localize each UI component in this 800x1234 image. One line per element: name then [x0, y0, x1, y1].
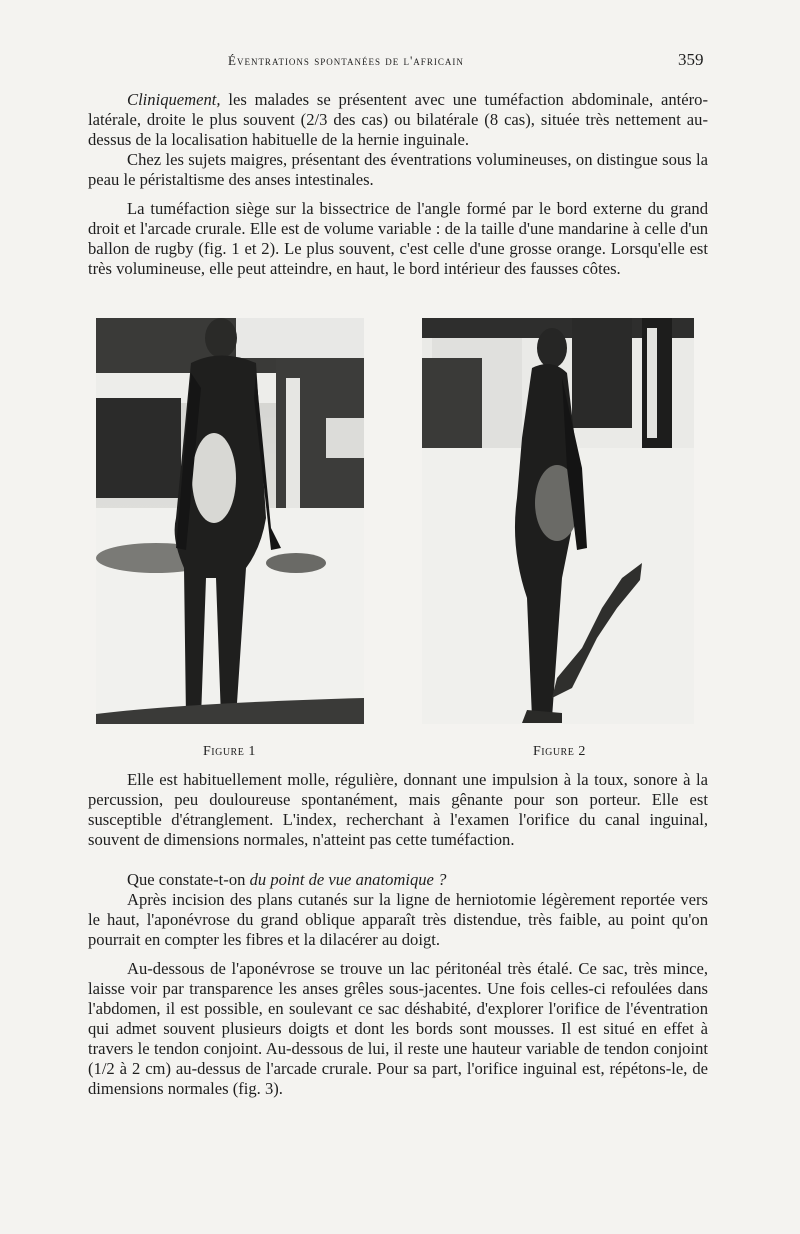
body-text-bottom	[88, 770, 708, 1099]
paragraph: Après incision des plans cutanés sur la ligne de herniotomie légèrement reportée vers le haut, l'aponévrose du grand oblique apparaît très distendue, très faible, au point qu'on pourrait en compter les fibres et la dilacérer au doigt.	[88, 890, 708, 949]
body-text-top	[88, 90, 708, 279]
italic-tail: du point de vue anatomique ?	[249, 870, 447, 889]
paragraph-text: les malades se présentent avec une tuméfaction abdominale, antéro-latérale, droite le plus souvent (2/3 des cas) ou bilatérale (8 cas), située très nettement au-dessus de la localisation habituelle de la hernie inguinale.	[88, 90, 708, 149]
page-header	[0, 52, 800, 72]
figure-1-caption: Figure 1	[203, 744, 256, 759]
figure-1-photo	[96, 318, 364, 724]
paragraph-lead: Que constate-t-on	[127, 870, 250, 889]
paragraph: Au-dessous de l'aponévrose se trouve un lac péritonéal très étalé. Ce sac, très mince, laisse voir par transparence les anses grêles sous-jacentes. Une fois celles-ci refoulées dans l'abdomen, il est possible, en soulevant ce sac déshabité, d'explorer l'orifice de l'éventration qui admet souvent plusieurs doigts et dont les bords sont mousses. Il est situé en effet à travers le tendon conjoint. Au-dessous de lui, il reste une hauteur variable de tendon conjoint (1/2 à 2 cm) au-dessus de l'arcade crurale. Pour sa part, l'orifice inguinal est, répétons-le, de dimensions normales (fig. 3).	[88, 959, 708, 1098]
paragraph: Elle est habituellement molle, régulière, donnant une impulsion à la toux, sonore à la percussion, peu douloureuse spontanément, mais gênante pour son porteur. Elle est susceptible d'étranglement. L'index, recherchant à l'examen l'orifice du canal inguinal, souvent de dimensions normales, n'atteint pas cette tuméfaction.	[88, 770, 708, 849]
paragraph	[88, 90, 708, 150]
paragraph: Chez les sujets maigres, présentant des éventrations volumineuses, on distingue sous la peau le péristaltisme des anses intestinales.	[88, 150, 708, 189]
paragraph	[88, 870, 708, 890]
page-number: 359	[678, 50, 704, 69]
figure-2-photo	[422, 318, 694, 724]
running-head: Éventrations spontanées de l'africain	[228, 53, 464, 68]
figure-2-caption: Figure 2	[533, 744, 586, 759]
italic-lead: Cliniquement,	[127, 90, 221, 109]
paragraph: La tuméfaction siège sur la bissectrice de l'angle formé par le bord externe du grand droit et l'arcade crurale. Elle est de volume variable : de la taille d'une mandarine à celle d'un ballon de rugby (fig. 1 et 2). Le plus souvent, c'est celle d'une grosse orange. Lorsqu'elle est très volumineuse, elle peut atteindre, en haut, le bord intérieur des fausses côtes.	[88, 199, 708, 278]
